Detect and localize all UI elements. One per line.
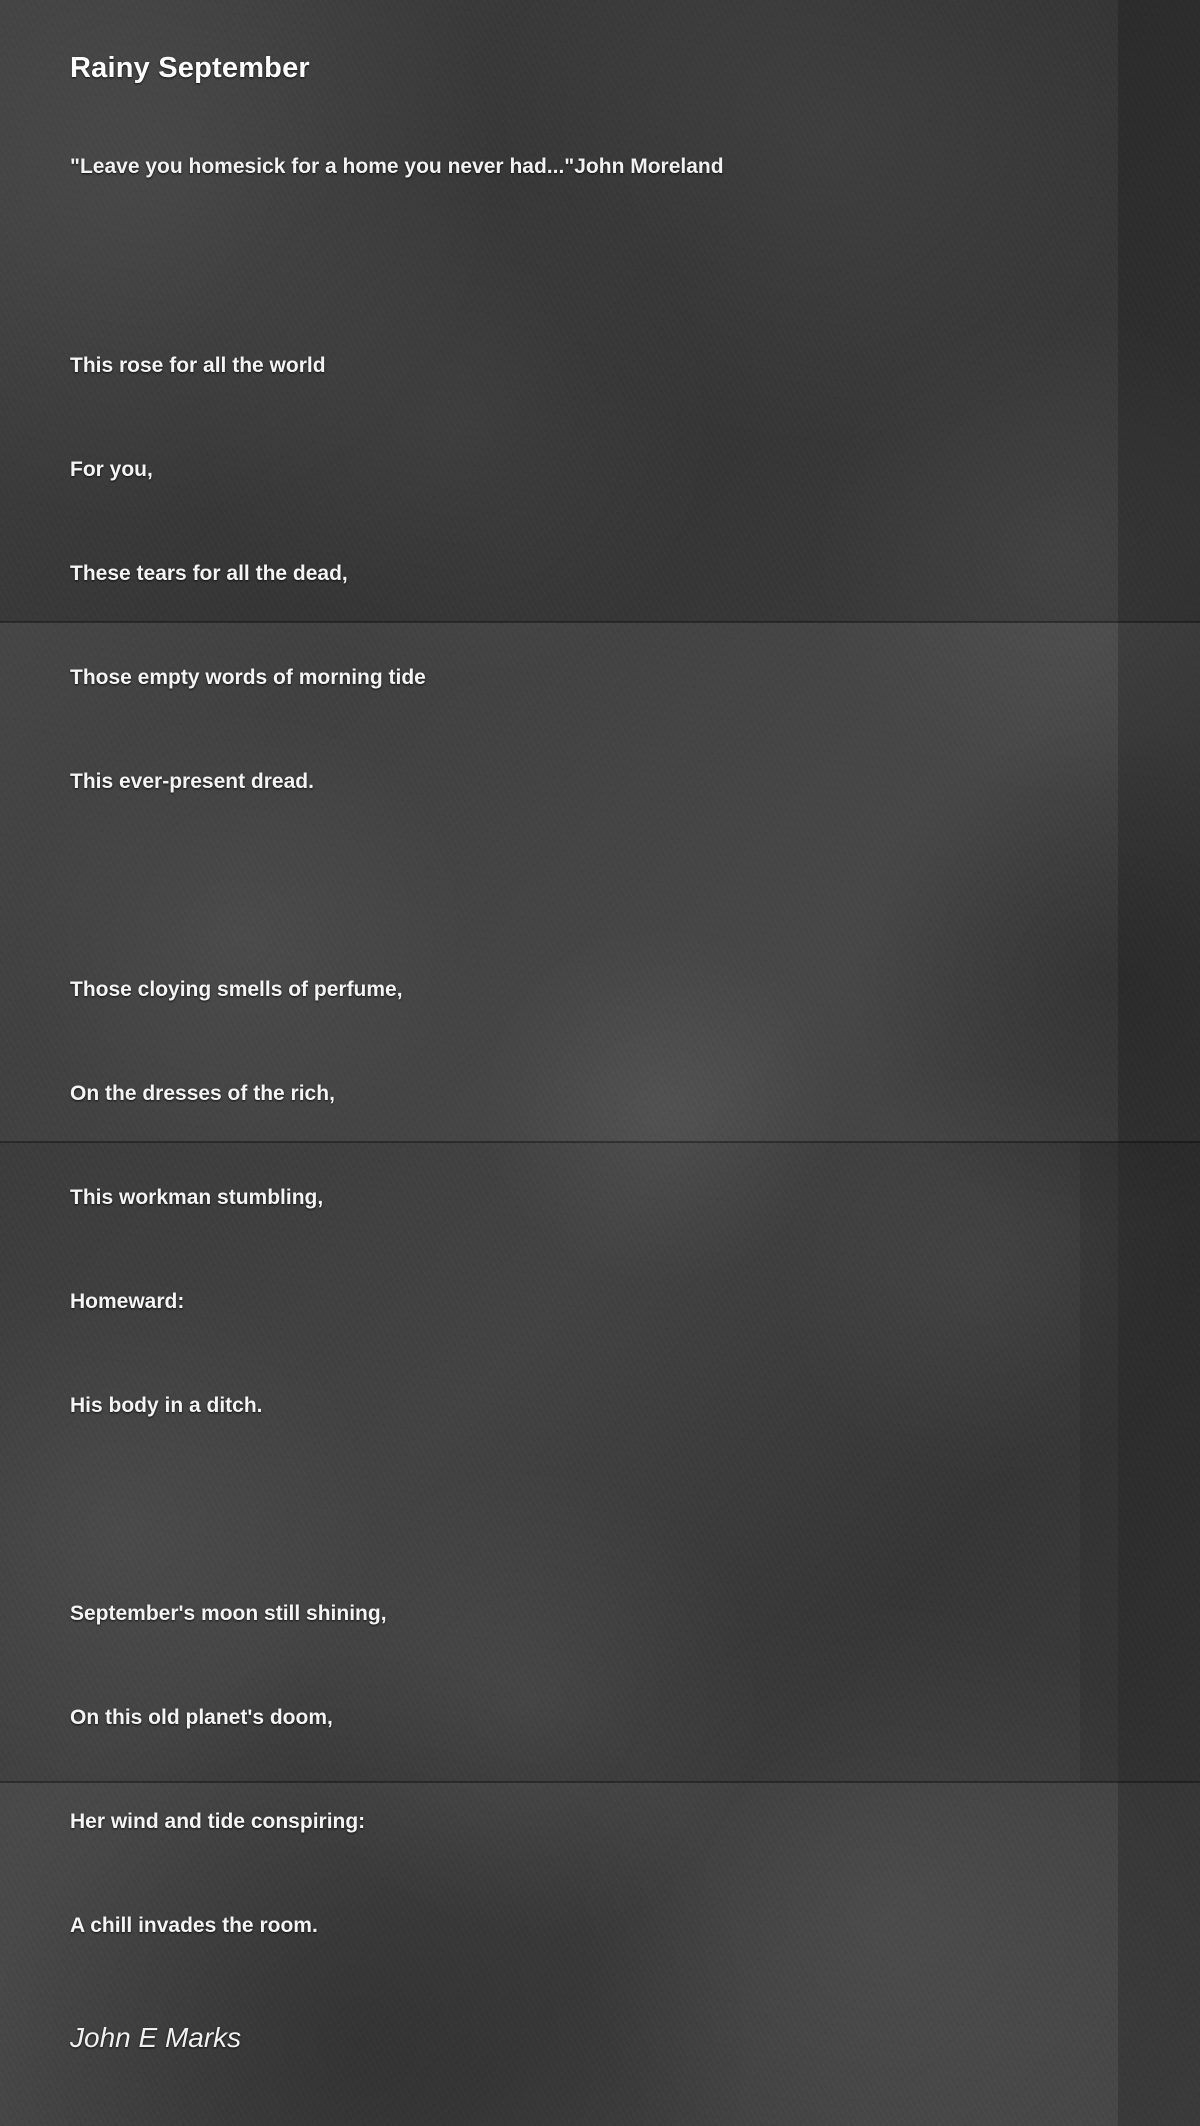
poem-line: This workman stumbling, (70, 1186, 324, 1209)
poem-line: This ever-present dread. (70, 770, 314, 793)
poem-line: September's moon still shining, (70, 1602, 387, 1625)
poem-line: For you, (70, 458, 153, 481)
poem-line: A chill invades the room. (70, 1914, 318, 1937)
poem-line: This rose for all the world (70, 354, 326, 377)
poem-line: His body in a ditch. (70, 1394, 263, 1417)
poem-line: On the dresses of the rich, (70, 1082, 335, 1105)
poem-line: These tears for all the dead, (70, 562, 348, 585)
poem-line: Homeward: (70, 1290, 185, 1313)
poem-line: On this old planet's doom, (70, 1706, 333, 1729)
poem-line-blank (70, 875, 1120, 896)
poem-line: Those cloying smells of perfume, (70, 978, 403, 1001)
poem-line: Those empty words of morning tide (70, 666, 426, 689)
poem-epigraph: "Leave you homesick for a home you never had..."John Moreland (70, 155, 724, 178)
background-right-edge (1118, 0, 1200, 2126)
poem-line-blank (70, 1499, 1120, 1520)
poem-author: John E Marks (70, 2022, 242, 2053)
poem-line: Her wind and tide conspiring: (70, 1810, 366, 1833)
page-title: Rainy September (70, 52, 310, 84)
poem-body (70, 355, 1120, 2019)
